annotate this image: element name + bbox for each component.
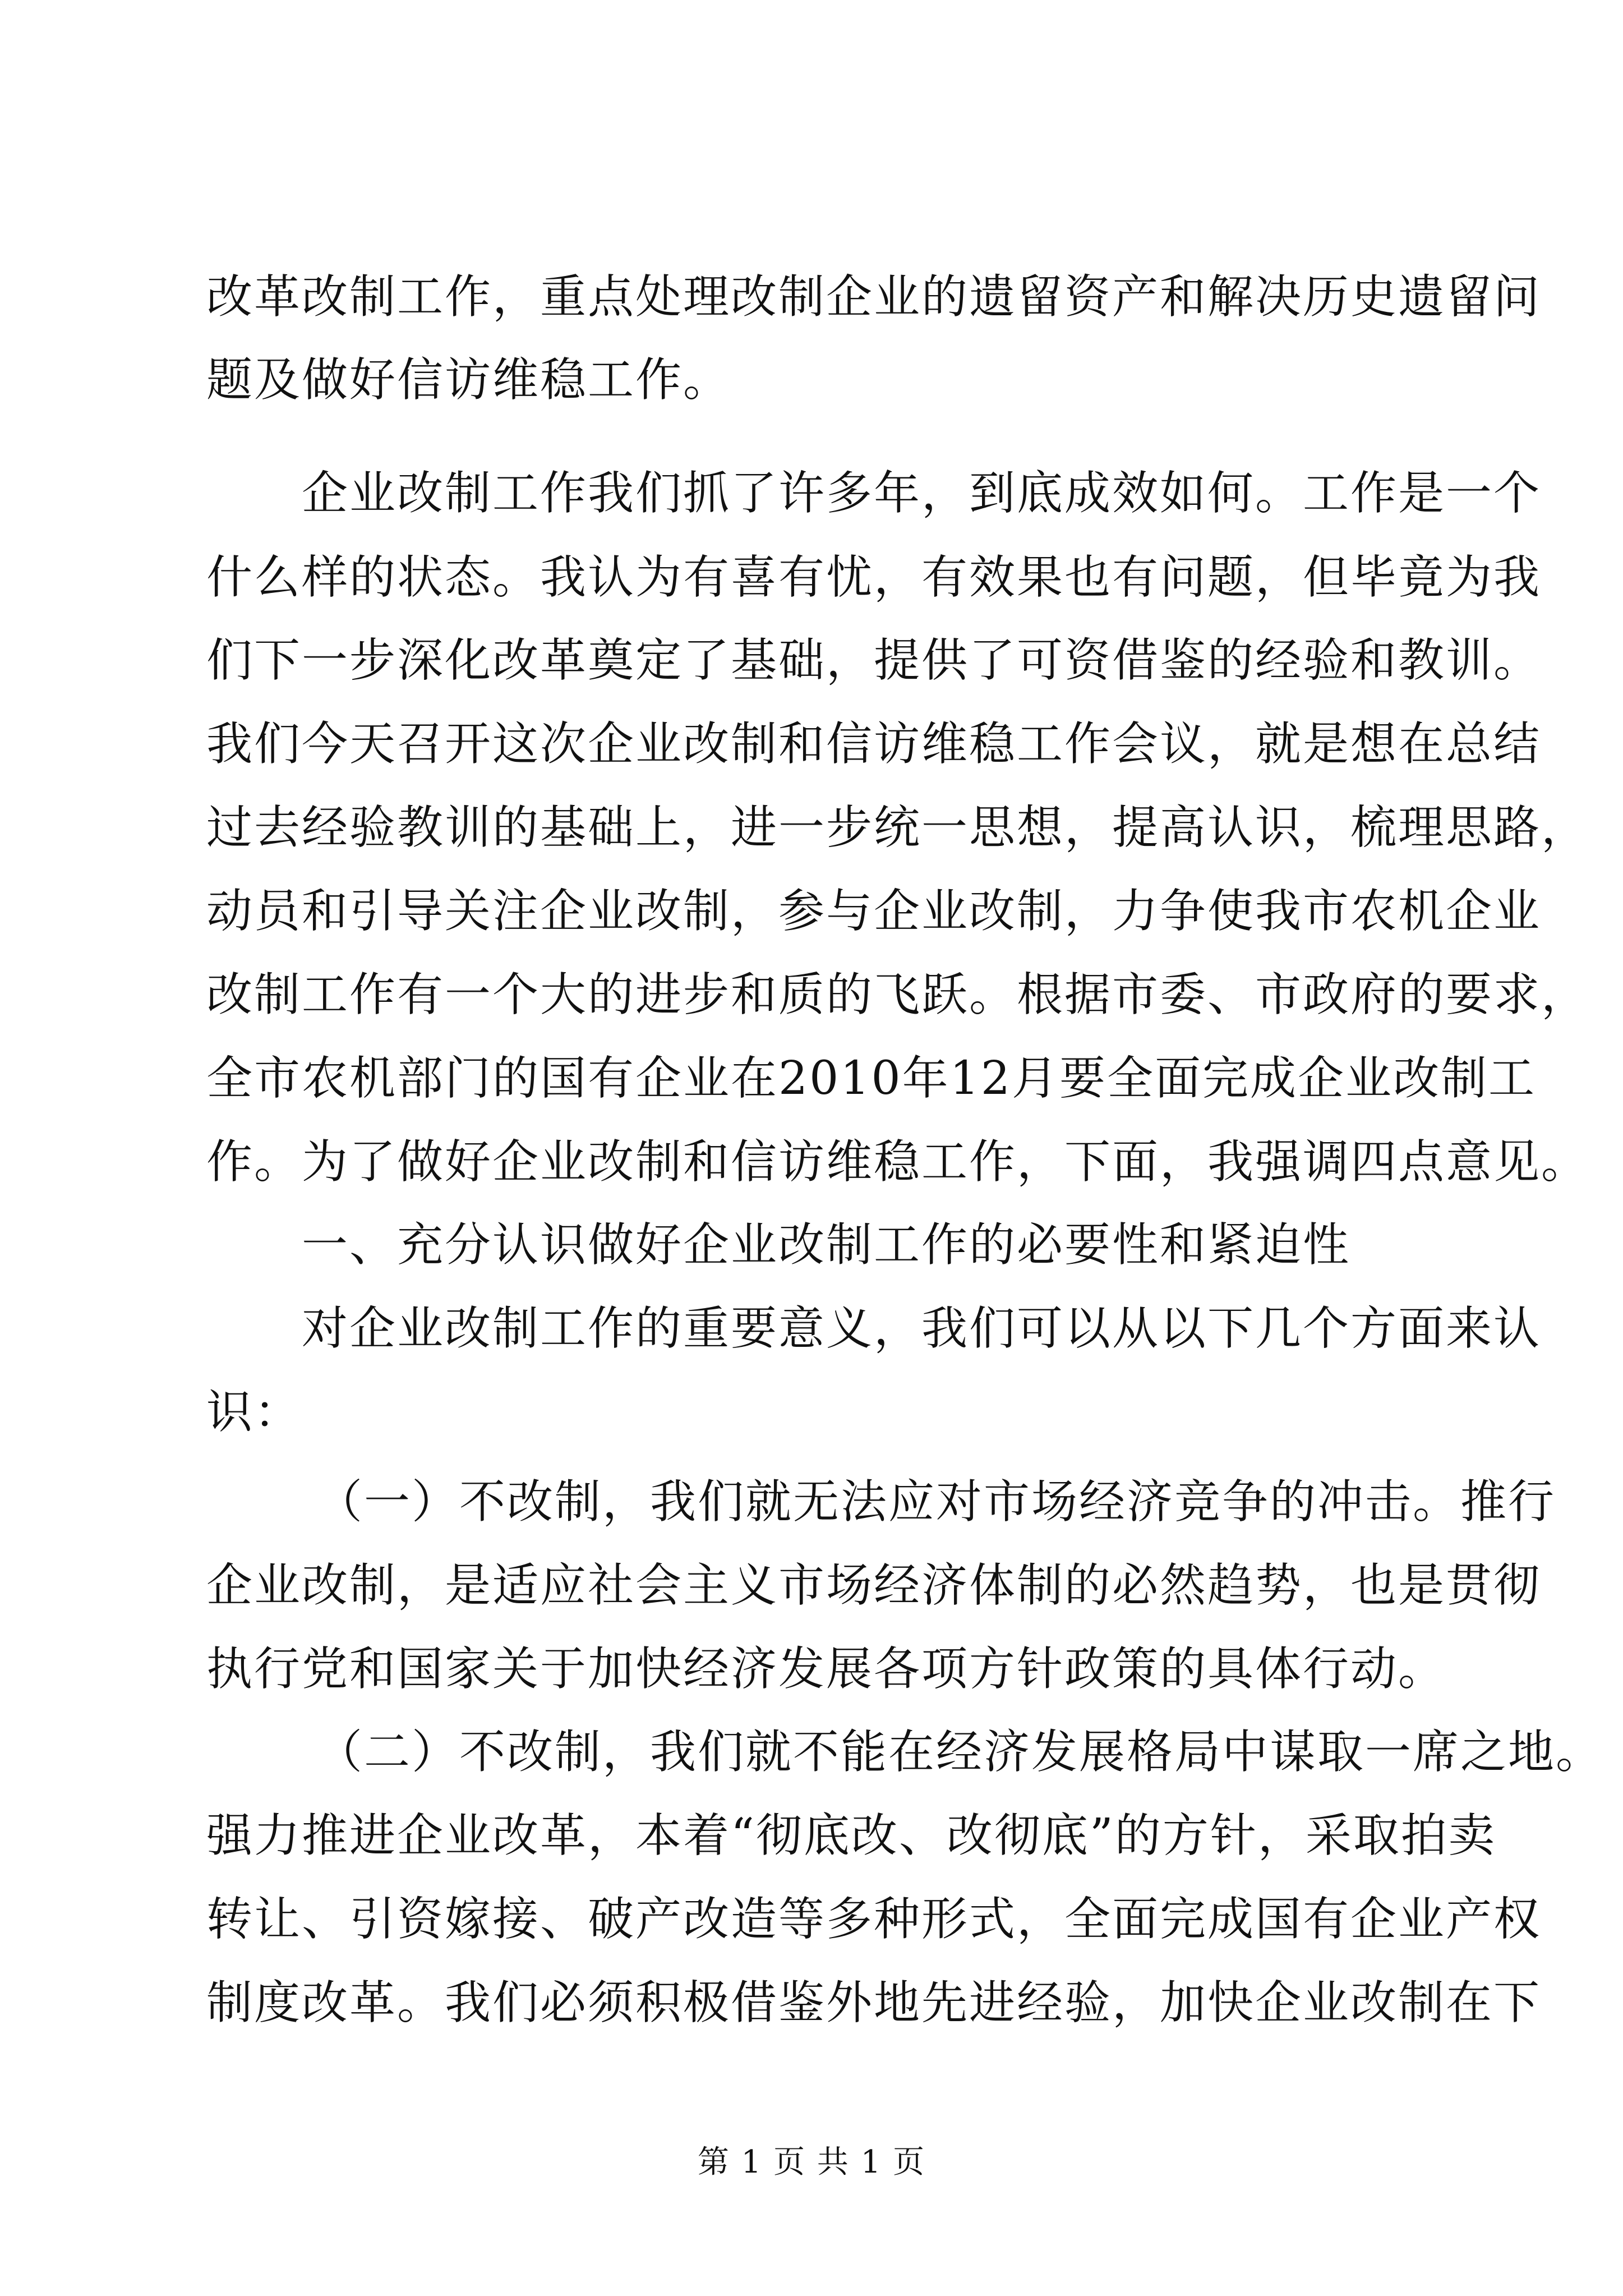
text-line: 们下一步深化改革奠定了基础，提供了可资借鉴的经验和教训。: [206, 634, 1542, 687]
text-line: 对企业改制工作的重要意义，我们可以从以下几个方面来认: [302, 1302, 1542, 1355]
text-line: 题及做好信访维稳工作。: [206, 353, 731, 407]
text-line: 全市农机部门的国有企业在2010年12月要全面完成企业改制工: [206, 1052, 1537, 1105]
text-line: 执行党和国家关于加快经济发展各项方针政策的具体行动。: [206, 1642, 1446, 1696]
section-heading: 一、充分认识做好企业改制工作的必要性和紧迫性: [302, 1218, 1351, 1272]
text-line: 制度改革。我们必须积极借鉴外地先进经验，加快企业改制在下: [206, 1976, 1542, 2030]
text-line: 强力推进企业改革，本着“彻底改、改彻底”的方针，采取拍卖: [206, 1809, 1496, 1862]
text-line: 转让、引资嫁接、破产改造等多种形式，全面完成国有企业产权: [206, 1893, 1542, 1946]
text-line: 企业改制工作我们抓了许多年，到底成效如何。工作是一个: [302, 467, 1542, 520]
text-line: 识：: [206, 1386, 302, 1439]
page-number-footer: 第 1 页 共 1 页: [697, 2144, 926, 2180]
text-line: 动员和引导关注企业改制，参与企业改制，力争使我市农机企业: [206, 885, 1542, 938]
text-line: （二）不改制，我们就不能在经济发展格局中谋取一席之地。: [316, 1726, 1604, 1779]
text-line: 改制工作有一个大的进步和质的飞跃。根据市委、市政府的要求，: [206, 968, 1589, 1022]
text-line: 什么样的状态。我认为有喜有忧，有效果也有问题，但毕竟为我: [206, 551, 1542, 604]
text-line: 改革改制工作，重点处理改制企业的遗留资产和解决历史遗留问: [206, 270, 1542, 324]
text-line: （一）不改制，我们就无法应对市场经济竞争的冲击。推行: [316, 1475, 1556, 1529]
text-line: 我们今天召开这次企业改制和信访维稳工作会议，就是想在总结: [206, 717, 1542, 771]
text-line: 作。为了做好企业改制和信访维稳工作，下面，我强调四点意见。: [206, 1135, 1589, 1189]
text-line: 企业改制，是适应社会主义市场经济体制的必然趋势，也是贯彻: [206, 1559, 1542, 1612]
text-line: 过去经验教训的基础上，进一步统一思想，提高认识，梳理思路，: [206, 801, 1589, 854]
